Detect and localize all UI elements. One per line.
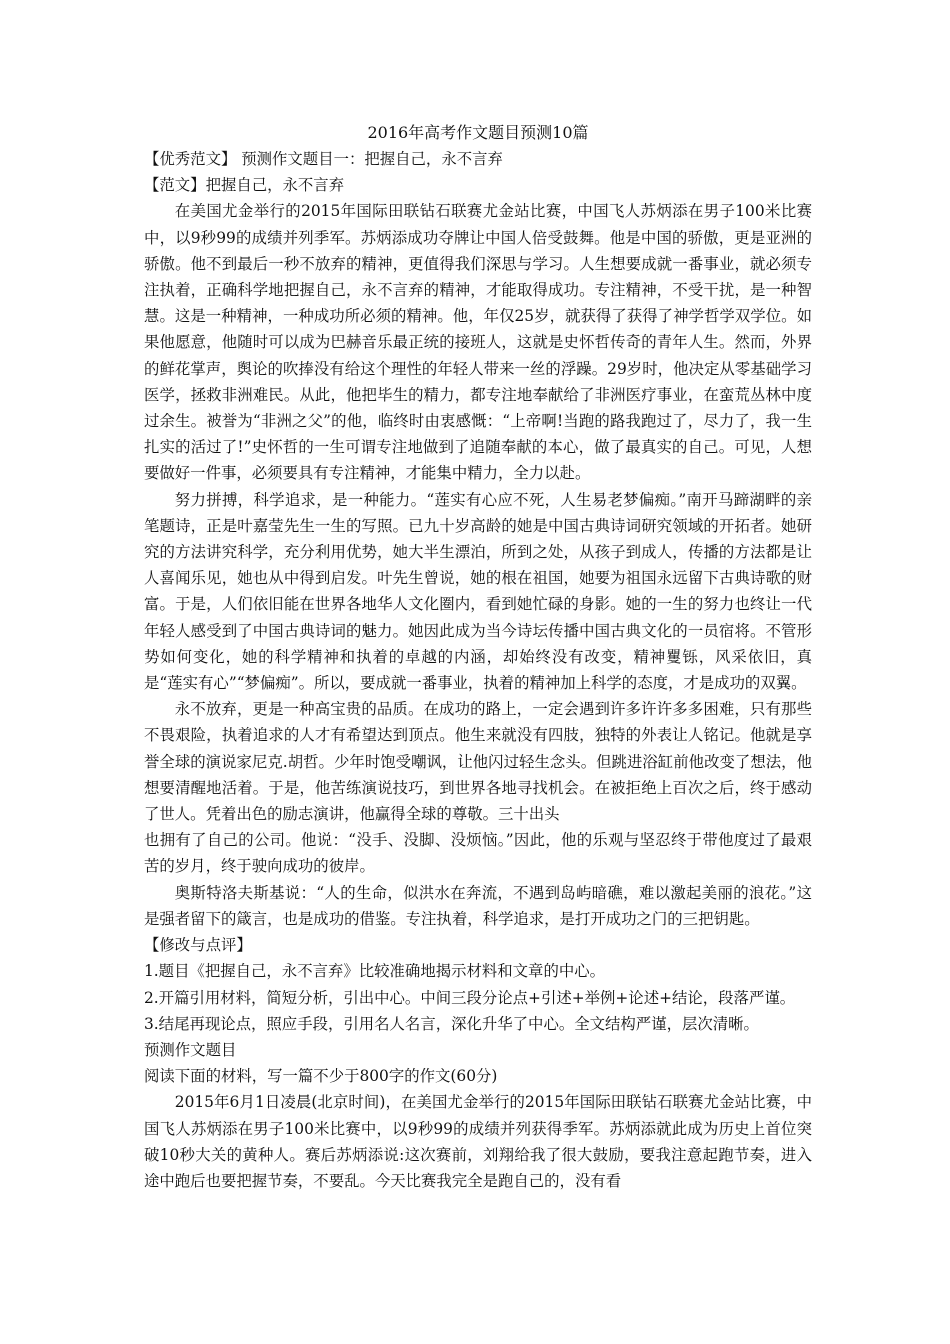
document-page <box>144 120 812 1194</box>
prompt-instruction: 阅读下面的材料，写一篇不少于800字的作文(60分) <box>144 1067 498 1086</box>
review-item-3: 3.结尾再现论点，照应手段，引用名人名言，深化升华了中心。全文结构严谨，层次清晰。 <box>144 1014 759 1033</box>
document-title: 2016年高考作文题目预测10篇 <box>367 123 589 142</box>
essay-paragraph-3-continued: 也拥有了自己的公司。他说：“没手、没脚、没烦恼。”因此，他的乐观与坚忍终于带他度过了最艰苦的岁月，终于驶向成功的彼岸。 <box>144 831 812 876</box>
essay-paragraph-2: 努力拼搏，科学追求，是一种能力。“莲实有心应不死，人生易老梦偏痴。”南开马蹄湖畔的亲笔题诗，正是叶嘉莹先生一生的写照。已九十岁高龄的她是中国古典诗词研究领域的开拓者。她研究的方法讲究科学，充分利用优势，她大半生漂泊，所到之处，从孩子到成人，传播的方法都是让人喜闻乐见，她也从中得到启发。叶先生曾说，她的根在祖国，她要为祖国永远留下古典诗歌的财富。于是，人们依旧能在世界各地华人文化圈内，看到她忙碌的身影。她的一生的努力也终让一代年轻人感受到了中国古典诗词的魅力。她因此成为当今诗坛传播中国古典文化的一员宿将。不管形势如何变化，她的科学精神和执着的卓越的内涵，却始终没有改变，精神矍铄，风采依旧，真是“莲实有心”“梦偏痴”。所以，要成就一番事业，执着的精神加上科学的态度，才是成功的双翼。 <box>144 490 812 693</box>
section-header: 【优秀范文】 预测作文题目一：把握自己，永不言弃 <box>144 150 503 168</box>
prompt-heading: 预测作文题目 <box>144 1040 237 1059</box>
review-item-2: 2.开篇引用材料，简短分析，引出中心。中间三段分论点+引述+举例+论述+结论，段落严谨。 <box>144 988 796 1007</box>
review-item-1: 1.题目《把握自己，永不言弃》比较准确地揭示材料和文章的中心。 <box>144 962 606 981</box>
essay-title: 【范文】把握自己，永不言弃 <box>144 176 345 195</box>
essay-paragraph-1: 在美国尤金举行的2015年国际田联钻石联赛尤金站比赛，中国飞人苏炳添在男子100米比赛中，以9秒99的成绩并列季军。苏炳添成功夺牌让中国人倍受鼓舞。他是中国的骄傲，更是亚洲的骄傲。他不到最后一秒不放弃的精神，更值得我们深思与学习。人生想要成就一番事业，就必须专注执着，正确科学地把握自己，永不言弃的精神，才能取得成功。专注精神，不受干扰，是一种智慧。这是一种精神，一种成功所必须的精神。他，年仅25岁，就获得了获得了神学哲学双学位。如果他愿意，他随时可以成为巴赫音乐最正统的接班人，这就是史怀哲传奇的青年人生。然而，外界的鲜花掌声，舆论的吹捧没有给这个理性的年轻人带来一丝的浮躁。29岁时，他决定从零基础学习医学，拯救非洲难民。从此，他把毕生的精力，都专注地奉献给了非洲医疗事业，在蛮荒丛林中度过余生。被誉为“非洲之父”的他，临终时由衷感慨：“上帝啊!当跑的路我跑过了，尽力了，我一生扎实的活过了!”史怀哲的一生可谓专注地做到了追随奉献的本心，做了最真实的自己。可见，人想要做好一件事，必须要具有专注精神，才能集中精力，全力以赴。 <box>144 202 812 483</box>
essay-paragraph-4: 奥斯特洛夫斯基说：“人的生命，似洪水在奔流，不遇到岛屿暗礁，难以激起美丽的浪花。”这是强者留下的箴言，也是成功的借鉴。专注执着，科学追求，是打开成功之门的三把钥匙。 <box>144 883 812 928</box>
review-heading: 【修改与点评】 <box>144 936 252 955</box>
prompt-material: 2015年6月1日凌晨(北京时间)，在美国尤金举行的2015年国际田联钻石联赛尤金站比赛，中国飞人苏炳添在男子100米比赛中，以9秒99的成绩并列获得季军。苏炳添就此成为历史上首位突破10秒大关的黄种人。赛后苏炳添说:这次赛前，刘翔给我了很大鼓励，要我注意起跑节奏，进入途中跑后也要把握节奏，不要乱。今天比赛我完全是跑自己的，没有看 <box>144 1093 812 1190</box>
essay-paragraph-3: 永不放弃，更是一种高宝贵的品质。在成功的路上，一定会遇到许多许许多多困难，只有那些不畏艰险，执着追求的人才有希望达到顶点。他生来就没有四肢，独特的外表让人铭记。他就是享誉全球的演说家尼克.胡哲。少年时饱受嘲讽，让他闪过轻生念头。但跳进浴缸前他改变了想法，他想要清醒地活着。于是，他苦练演说技巧，到世界各地寻找机会。在被拒绝上百次之后，终于感动了世人。凭着出色的励志演讲，他赢得全球的尊敬。三十出头 <box>144 700 812 824</box>
